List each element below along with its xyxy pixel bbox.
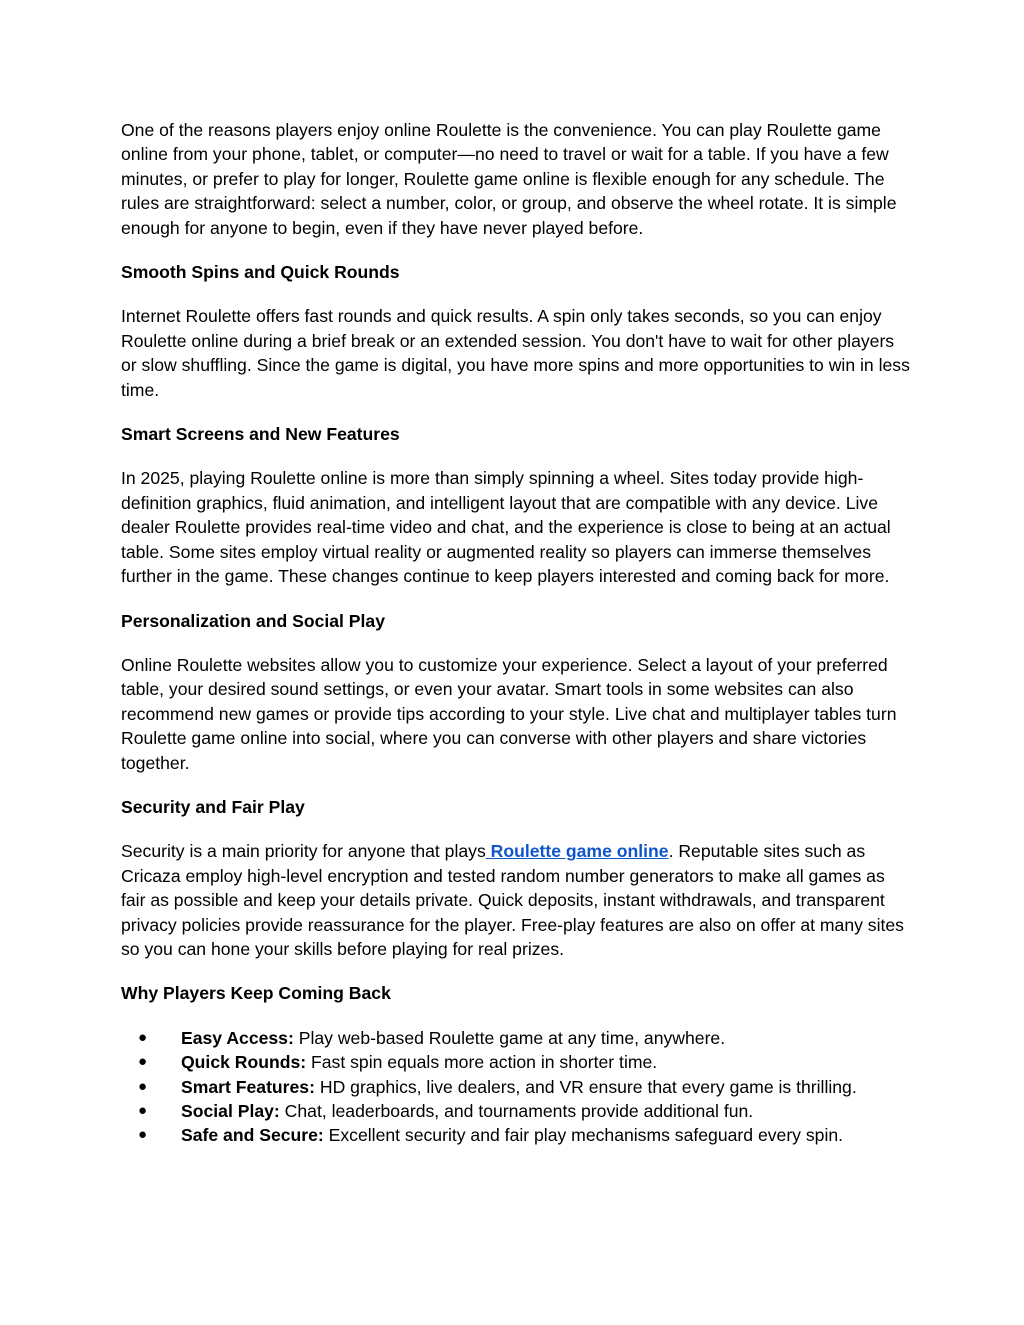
heading-security: Security and Fair Play xyxy=(121,796,305,817)
paragraph-smooth-spins: Internet Roulette offers fast rounds and quick results. A spin only takes seconds, so you can enjoy Roulette online during a brief break or an extended session. You don't have to wait for other players or slow shuffling. Since the game is digital, you have more spins and more opportunities to win in less time. xyxy=(121,306,910,400)
paragraph-security xyxy=(121,839,911,961)
roulette-game-online-link[interactable]: Roulette game online xyxy=(485,841,669,862)
list-item-text: Fast spin equals more action in shorter time. xyxy=(306,1052,658,1073)
list-item-text: Excellent security and fair play mechanisms safeguard every spin. xyxy=(323,1125,844,1146)
bullet-icon: ● xyxy=(138,1102,148,1119)
security-text-before-link: Security is a main priority for anyone that plays xyxy=(121,841,486,862)
paragraph-smart-screens: In 2025, playing Roulette online is more than simply spinning a wheel. Sites today provide high-definition graphics, fluid animation, and intelligent layout that are compatible with any device. Live dealer Roulette provides real-time video and chat, and the experience is close to being at an actual table. Some sites employ virtual reality or augmented reality so players can immerse themselves further in the game. These changes continue to keep players interested and coming back for more. xyxy=(121,468,891,587)
list-item xyxy=(121,1050,911,1074)
list-item-text: Chat, leaderboards, and tournaments provide additional fun. xyxy=(279,1101,754,1121)
list-item xyxy=(121,1123,911,1147)
bullet-icon: ● xyxy=(138,1028,148,1046)
heading-why-players: Why Players Keep Coming Back xyxy=(121,983,391,1004)
list-item xyxy=(121,1026,911,1050)
list-item-term: Quick Rounds: xyxy=(181,1052,307,1073)
list-item-term: Easy Access: xyxy=(181,1027,294,1048)
heading-smooth-spins: Smooth Spins and Quick Rounds xyxy=(121,262,400,283)
list-item xyxy=(121,1075,911,1099)
heading-personalization: Personalization and Social Play xyxy=(121,610,385,631)
document-page xyxy=(121,118,911,1148)
list-item-text: HD graphics, live dealers, and VR ensure that every game is thrilling. xyxy=(314,1076,857,1097)
list-item-term: Smart Features: xyxy=(181,1076,315,1097)
list-item xyxy=(121,1099,911,1123)
security-text-after-link: . Reputable sites such as Cricaza employ high-level encryption and tested random number generators to make all games as fair as possible and keep your details private. Quick deposits, instant withdrawals, and transparent privacy policies provide reassurance for the player. Free-play features are also on offer at many sites so you can hone your skills before playing for real prizes. xyxy=(121,841,904,959)
list-item-term: Safe and Secure: xyxy=(181,1125,324,1146)
list-item-term: Social Play: xyxy=(181,1101,280,1121)
bullet-icon: ● xyxy=(138,1053,148,1071)
heading-smart-screens: Smart Screens and New Features xyxy=(121,424,400,445)
paragraph-personalization: Online Roulette websites allow you to customize your experience. Select a layout of your preferred table, your desired sound settings, or even your avatar. Smart tools in some websites can also recommend new games or provide tips according to your style. Live chat and multiplayer tables turn Roulette game online into social, where you can converse with other players and share victories together. xyxy=(121,654,897,773)
bullet-icon: ● xyxy=(138,1077,148,1095)
list-item-text: Play web-based Roulette game at any time, anywhere. xyxy=(293,1027,726,1048)
benefits-list xyxy=(121,1026,911,1148)
bullet-icon: ● xyxy=(138,1126,148,1144)
intro-paragraph: One of the reasons players enjoy online Roulette is the convenience. You can play Roulette game online from your phone, tablet, or computer—no need to travel or wait for a table. If you have a few minutes, or prefer to play for longer, Roulette game online is flexible enough for any schedule. The rules are straightforward: select a number, color, or group, and observe the wheel rotate. It is simple enough for anyone to begin, even if they have never played before. xyxy=(121,120,897,238)
